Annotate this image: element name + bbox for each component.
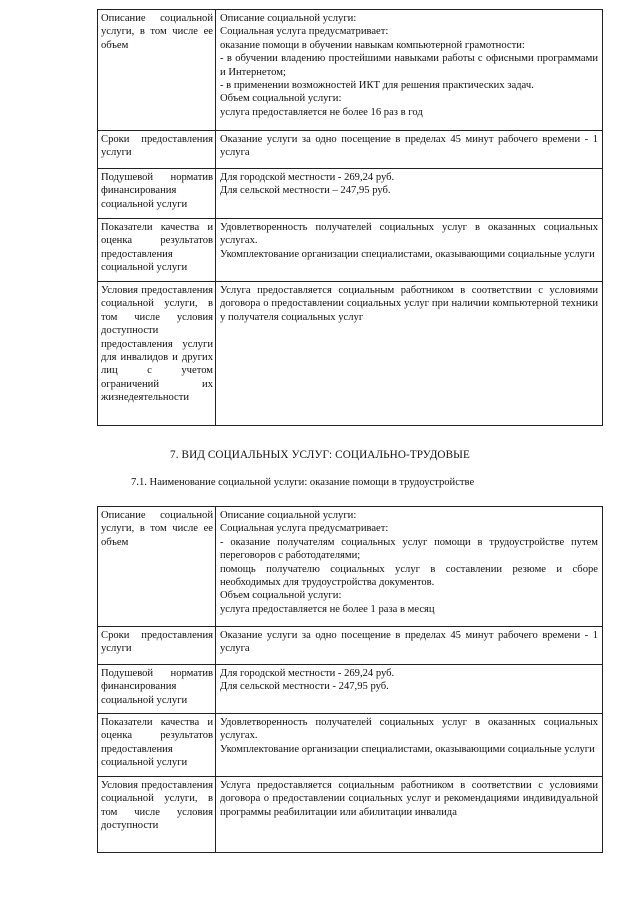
section-title: 7. ВИД СОЦИАЛЬНЫХ УСЛУГ: СОЦИАЛЬНО-ТРУДОВЫЕ xyxy=(170,449,470,461)
content-line: Услуга предоставляется социальным работником в соответствии с условиями договора о предоставлении социальных услуг и рекомендациями индивидуальной программы реабилитации или абилитации инвалида xyxy=(220,780,598,818)
service-name: 7.1. Наименование социальной услуги: оказание помощи в трудоустройстве xyxy=(131,477,475,488)
content-line: - в обучении владению простейшими навыками работы с офисными программами и Интернетом; xyxy=(220,53,598,78)
row-content xyxy=(216,714,603,777)
row-label: Подушевой норматив финансирования социальной услуги xyxy=(98,169,216,219)
table-row xyxy=(98,627,603,665)
content-line: Социальная услуга предусматривает: xyxy=(220,26,389,38)
row-label: Описание социальной услуги, в том числе ее объем xyxy=(98,507,216,627)
table-row xyxy=(98,131,603,169)
row-content xyxy=(216,219,603,282)
row-content xyxy=(216,10,603,131)
service-table-1 xyxy=(97,9,603,426)
table-row xyxy=(98,507,603,627)
content-line: Для сельской местности - 247,95 руб. xyxy=(220,681,389,693)
row-label: Показатели качества и оценка результатов предоставления социальной услуги xyxy=(98,714,216,777)
service-table-2 xyxy=(97,506,603,853)
row-content xyxy=(216,131,603,169)
content-line: Описание социальной услуги: xyxy=(220,510,357,521)
row-content xyxy=(216,169,603,219)
table-row xyxy=(98,777,603,853)
row-label: Условия предоставления социальной услуги, в том числе условия доступности предоставления услуги для инвалидов и других лиц с учетом ограничений их жизнедеятельности xyxy=(98,282,216,426)
content-line: Для городской местности - 269,24 руб. xyxy=(220,172,395,183)
content-line: Удовлетворенность получателей социальных услуг в оказанных социальных услугах. xyxy=(220,222,598,247)
content-line: - в применении возможностей ИКТ для решения практических задач. xyxy=(220,80,534,92)
table-row xyxy=(98,10,603,131)
content-line: услуга предоставляется не более 16 раз в год xyxy=(220,106,423,118)
content-line: Оказание услуги за одно посещение в пределах 45 минут рабочего времени - 1 услуга xyxy=(220,630,598,655)
content-line: Социальная услуга предусматривает: xyxy=(220,523,389,535)
content-line: Удовлетворенность получателей социальных услуг в оказанных социальных услугах. xyxy=(220,717,598,742)
table-row xyxy=(98,714,603,777)
row-content xyxy=(216,665,603,714)
content-line: услуга предоставляется не более 1 раза в месяц xyxy=(220,603,435,615)
content-line: Объем социальной услуги: xyxy=(220,93,342,105)
content-line: Для сельской местности – 247,95 руб. xyxy=(220,185,391,197)
row-label: Условия предоставления социальной услуги, в том числе условия доступности xyxy=(98,777,216,853)
content-line: Укомплектование организации специалистами, оказывающими социальные услуги xyxy=(220,248,595,260)
row-label: Показатели качества и оценка результатов предоставления социальной услуги xyxy=(98,219,216,282)
row-label: Сроки предоставления услуги xyxy=(98,131,216,169)
row-label: Описание социальной услуги, в том числе ее объем xyxy=(98,10,216,131)
content-line: Описание социальной услуги: xyxy=(220,13,357,24)
row-label: Сроки предоставления услуги xyxy=(98,627,216,665)
row-content xyxy=(216,507,603,627)
row-content xyxy=(216,777,603,853)
content-line: оказание помощи в обучении навыкам компьютерной грамотности: xyxy=(220,39,525,51)
content-line: помощь получателю социальных услуг в составлении резюме и сборе необходимых для трудоустройства документов. xyxy=(220,563,598,589)
content-line: Укомплектование организации специалистами, оказывающими социальные услуги xyxy=(220,743,595,755)
table-row xyxy=(98,665,603,714)
table-row xyxy=(98,219,603,282)
row-content xyxy=(216,627,603,665)
content-line: Объем социальной услуги: xyxy=(220,590,342,602)
content-line: Оказание услуги за одно посещение в пределах 45 минут рабочего времени - 1 услуга xyxy=(220,134,598,159)
row-content xyxy=(216,282,603,426)
content-line: Услуга предоставляется социальным работником в соответствии с условиями договора о предоставлении социальных услуг при наличии компьютерной техники у получателя социальных услуг xyxy=(220,285,598,323)
content-line: Для городской местности - 269,24 руб. xyxy=(220,668,395,679)
content-line: - оказание получателям социальных услуг помощи в трудоустройстве путем переговоров с работодателями; xyxy=(220,536,598,562)
table-row xyxy=(98,169,603,219)
table-row xyxy=(98,282,603,426)
row-label: Подушевой норматив финансирования социальной услуги xyxy=(98,665,216,714)
